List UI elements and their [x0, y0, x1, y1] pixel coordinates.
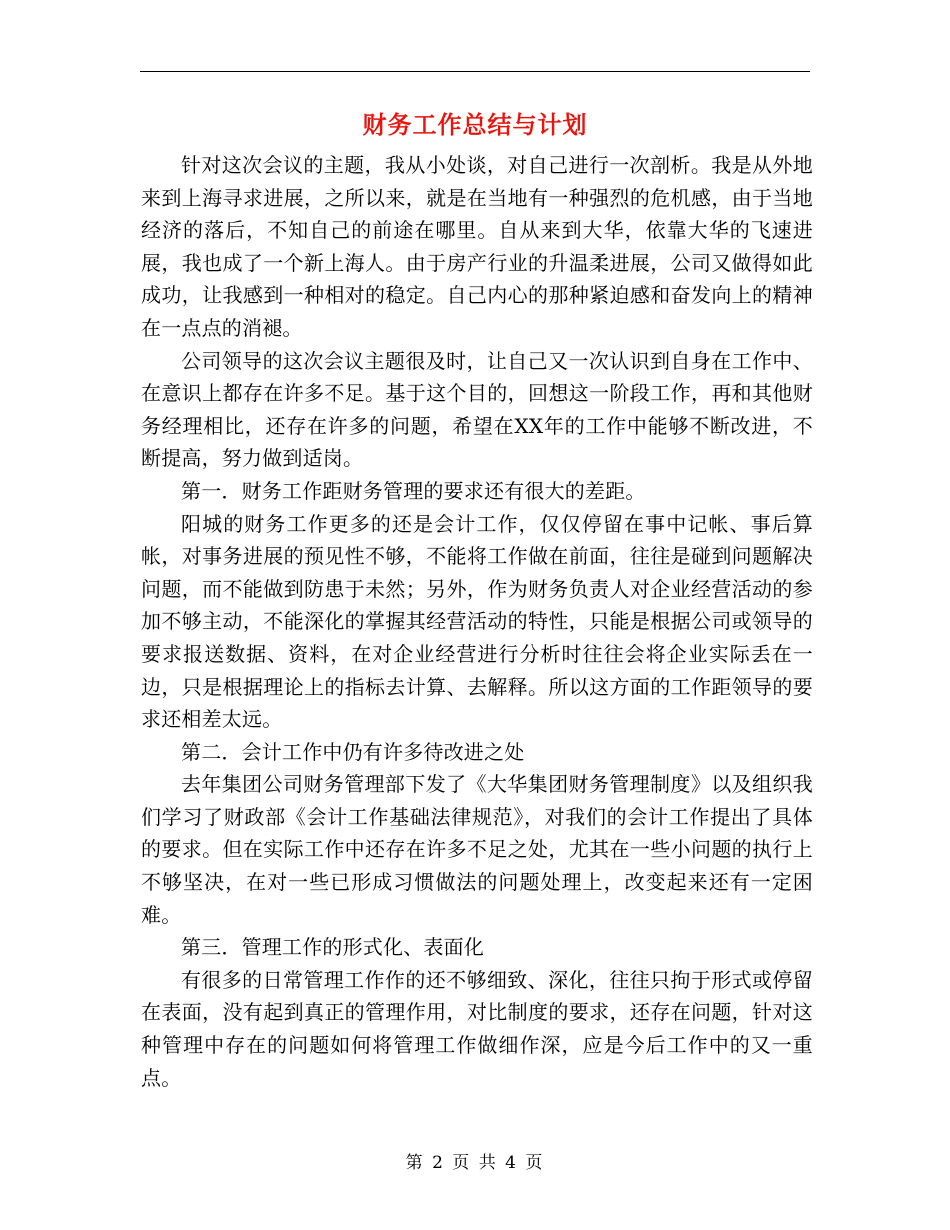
header-rule — [140, 71, 810, 72]
body-paragraph: 阳城的财务工作更多的还是会计工作，仅仅停留在事中记帐、事后算帐，对事务进展的预见性不够，不能将工作做在前面，往往是碰到问题解决问题，而不能做到防患于未然；另外，作为财务负责人对企业经营活动的参加不够主动，不能深化的掌握其经营活动的特性，只能是根据公司或领导的要求报送数据、资料，在对企业经营进行分析时往往会将企业实际丢在一边，只是根据理论上的指标去计算、去解释。所以这方面的工作距领导的要求还相差太远。 — [141, 511, 813, 732]
section-heading: 第二．会计工作中仍有许多待改进之处 — [181, 739, 525, 764]
body-paragraph: 针对这次会议的主题，我从小处谈，对自己进行一次剖析。我是从外地来到上海寻求进展，之所以来，就是在当地有一种强烈的危机感，由于当地经济的落后，不知自己的前途在哪里。自从来到大华，依靠大华的飞速进展，我也成了一个新上海人。由于房产行业的升温柔进展，公司又做得如此成功，让我感到一种相对的稳定。自己内心的那种紧迫感和奋发向上的精神在一点点的消褪。 — [141, 153, 813, 340]
body-paragraph: 去年集团公司财务管理部下发了《大华集团财务管理制度》以及组织我们学习了财政部《会计工作基础法律规范》，对我们的会计工作提出了具体的要求。但在实际工作中还存在许多不足之处，尤其在一些小问题的执行上不够坚决，在对一些已形成习惯做法的问题处理上，改变起来还有一定困难。 — [141, 772, 813, 927]
body-paragraph: 有很多的日常管理工作作的还不够细致、深化，往往只拘于形式或停留在表面，没有起到真正的管理作用，对比制度的要求，还存在问题，针对这种管理中存在的问题如何将管理工作做细作深，应是今后工作中的又一重点。 — [141, 967, 813, 1090]
page-footer: 第 2 页 共 4 页 — [405, 1153, 545, 1173]
body-paragraph: 公司领导的这次会议主题很及时，让自己又一次认识到自身在工作中、在意识上都存在许多不足。基于这个目的，回想这一阶段工作，再和其他财务经理相比，还存在许多的问题，希望在XX年的工作中能够不断改进，不断提高，努力做到适岗。 — [141, 348, 813, 471]
section-heading: 第一．财务工作距财务管理的要求还有很大的差距。 — [181, 478, 646, 503]
document-title: 财务工作总结与计划 — [362, 110, 588, 139]
section-heading: 第三．管理工作的形式化、表面化 — [181, 935, 484, 960]
document-body — [141, 149, 813, 1094]
